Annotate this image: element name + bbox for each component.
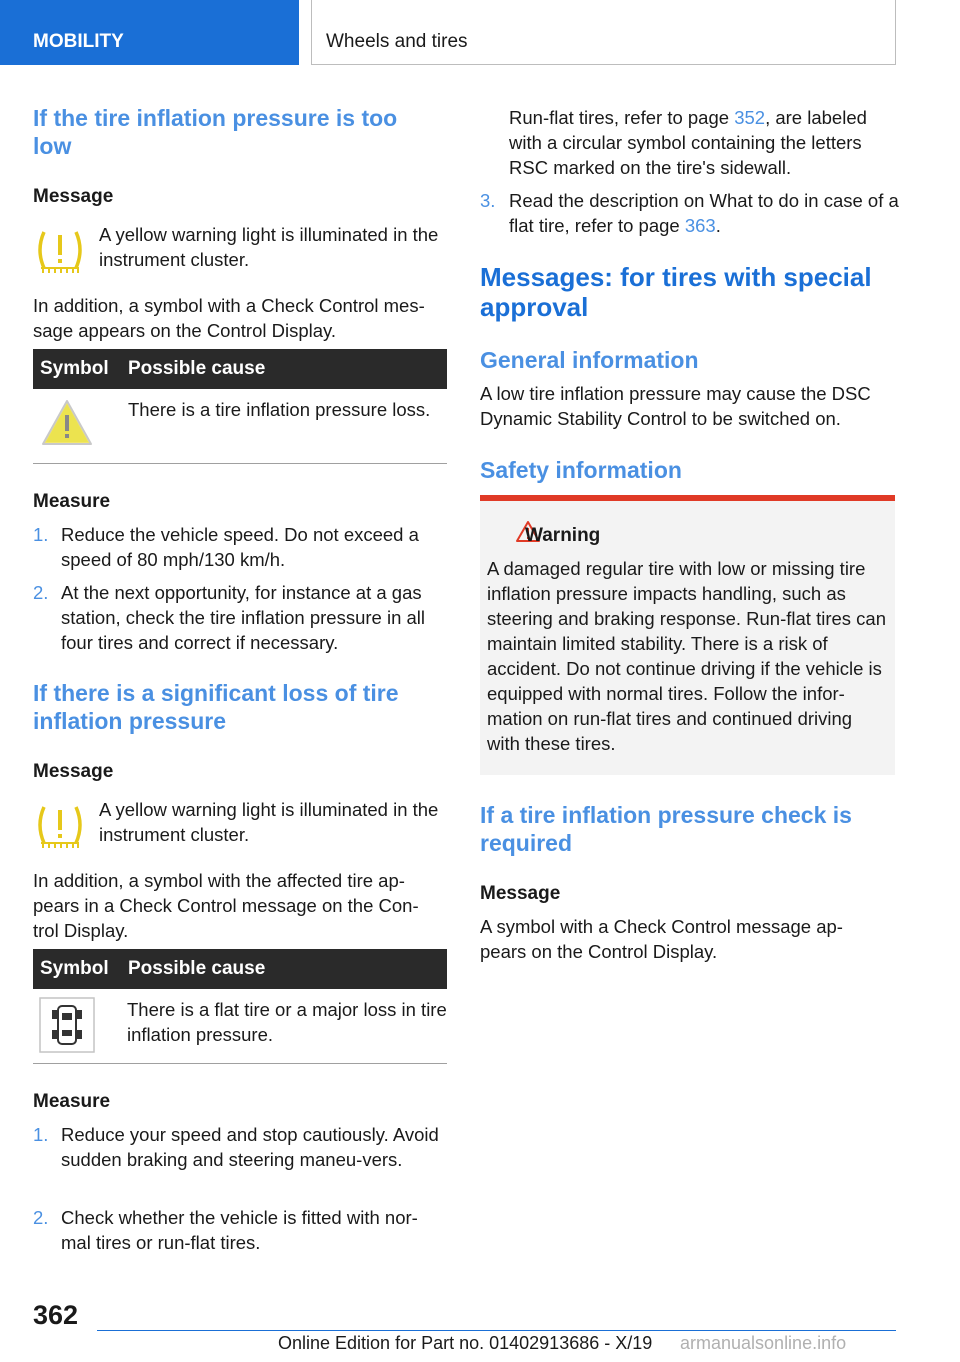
step-number: 2. [33, 1207, 49, 1228]
tire-pressure-warning-icon [35, 803, 85, 851]
general-text: A low tire inflation pressure may cause the DSC Dynamic Stability Control to be switched on. [480, 383, 871, 429]
warning-triangle-icon [40, 398, 94, 448]
heading-pressure-check: If a tire inflation pressure check is required [480, 802, 852, 856]
measure-label: Measure [33, 1091, 111, 1112]
page-link-363[interactable]: 363 [684, 215, 716, 236]
warning-title: Warning [525, 525, 601, 546]
measure-step: Reduce the vehicle speed. Do not exceed a speed of 80 mph/130 km/h. [61, 524, 419, 570]
table-divider [33, 463, 447, 464]
message-text: A yellow warning light is illuminated in the instrument cluster. [99, 224, 439, 270]
col-cause: Possible cause [128, 358, 266, 379]
table-cause-text: There is a tire inflation pressure loss. [128, 399, 431, 420]
edition-text: Online Edition for Part no. 01402913686 - X/19 [278, 1333, 653, 1353]
runflat-continuation: Run-flat tires, refer to page 352, are labeled with a circular symbol containing the letters RSC marked on the tire's sidewall. [509, 107, 867, 178]
measure-step: At the next opportunity, for instance at a gas station, check the tire inflation pressure in all four tires and correct if necessary. [61, 582, 426, 653]
site-watermark: armanualsonline.info [680, 1333, 847, 1353]
measure-step: Read the description on What to do in case of a flat tire, refer to page 363. [509, 190, 899, 236]
page-number: 362 [33, 1300, 79, 1330]
step-number: 2. [33, 582, 49, 603]
message-extra: In addition, a symbol with a Check Control mes-sage appears on the Control Display. [33, 295, 425, 341]
page-link-352[interactable]: 352 [734, 107, 766, 128]
footer-rule [97, 1330, 896, 1331]
col-symbol: Symbol [40, 958, 109, 979]
step-number: 1. [33, 1124, 49, 1145]
table-cause-text: There is a flat tire or a major loss in tire inflation pressure. [127, 999, 447, 1045]
measure-label: Measure [33, 491, 111, 512]
table-header [33, 949, 447, 989]
section-tab: MOBILITY [0, 0, 299, 65]
message-label: Message [33, 761, 114, 782]
message-text: A yellow warning light is illuminated in the instrument cluster. [99, 799, 439, 845]
tire-pressure-warning-icon [35, 228, 85, 276]
message-label: Message [480, 883, 561, 904]
measure-step: Reduce your speed and stop cautiously. Avoid sudden braking and steering maneu-vers. [61, 1124, 439, 1170]
message-text: A symbol with a Check Control message ap-pears on the Control Display. [480, 916, 843, 962]
heading-safety-information: Safety information [480, 457, 682, 483]
chapter-title: Wheels and tires [311, 0, 896, 65]
heading-significant-loss: If there is a significant loss of tire inflation pressure [33, 680, 399, 734]
message-extra: In addition, a symbol with the affected tire ap-pears in a Check Control message on the Con-trol Display. [33, 870, 419, 941]
measure-step: Check whether the vehicle is fitted with nor-mal tires or run-flat tires. [61, 1207, 418, 1253]
message-label: Message [33, 186, 114, 207]
flat-tire-car-icon [39, 997, 95, 1053]
step-number: 1. [33, 524, 49, 545]
table-header [33, 349, 447, 389]
step-number: 3. [480, 190, 496, 211]
warning-text: A damaged regular tire with low or missing tire inflation pressure impacts handling, such as steering and braking response. Run-flat tires can maintain limited stability. There is a risk of accident. Do not continue driving if the vehicle is equipped with normal tires. Follow the infor-mation on run-flat tires and continued driving with these tires. [487, 558, 886, 754]
col-symbol: Symbol [40, 358, 109, 379]
col-cause: Possible cause [128, 958, 266, 979]
heading-general-information: General information [480, 347, 699, 373]
table-divider [33, 1063, 447, 1064]
heading-special-approval: Messages: for tires with special approval [480, 262, 872, 322]
heading-pressure-too-low: If the tire inflation pressure is too low [33, 105, 398, 159]
